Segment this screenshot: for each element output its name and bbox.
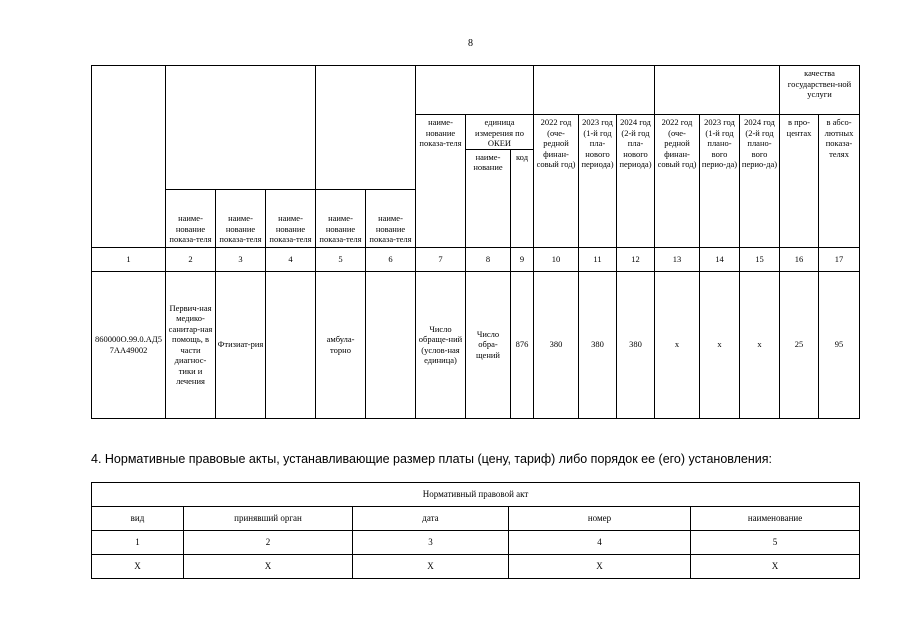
page-number: 8: [468, 38, 473, 49]
row-col4: [266, 271, 316, 418]
header-unit-code: код: [511, 149, 534, 247]
header-2024-b: 2024 год (2-й год плано-вого перио-да): [740, 115, 780, 248]
header-2022: 2022 год (оче-редной финан-совый год): [534, 115, 579, 248]
legal-act-value-type: Х: [92, 555, 184, 579]
header-empty-group-b: [316, 66, 416, 190]
legal-act-col-number: 1: [92, 531, 184, 555]
row-profile: Фтизиат-рия: [216, 271, 266, 418]
row-value-2022: 380: [534, 271, 579, 418]
header-indicator-name: наиме-нование показа-теля: [416, 115, 466, 248]
legal-act-header-number: номер: [509, 507, 691, 531]
row-deviation-percent: 25: [780, 271, 819, 418]
legal-act-header-name: наименование: [691, 507, 860, 531]
header-col2: наиме-нование показа-теля: [166, 189, 216, 247]
header-2023: 2023 год (1-й год пла-нового периода): [579, 115, 617, 248]
row-condition: амбула-торно: [316, 271, 366, 418]
row-registry-code: 860000О.99.0.АД57АА49002: [92, 271, 166, 418]
legal-act-col-number: 2: [184, 531, 353, 555]
header-col5: наиме-нование показа-теля: [316, 189, 366, 247]
legal-act-col-number: 4: [509, 531, 691, 555]
row-unit-name: Число обра-щений: [466, 271, 511, 418]
legal-act-value-authority: Х: [184, 555, 353, 579]
row-value-2024: 380: [617, 271, 655, 418]
header-col4: наиме-нование показа-теля: [266, 189, 316, 247]
col-number: 17: [819, 247, 860, 271]
col-number: 8: [466, 247, 511, 271]
col-number: 13: [655, 247, 700, 271]
row-deviation-absolute: 95: [819, 271, 860, 418]
row-col6: [366, 271, 416, 418]
row-fee-2024: х: [740, 271, 780, 418]
legal-act-value-number: Х: [509, 555, 691, 579]
legal-act-value-date: Х: [353, 555, 509, 579]
row-fee-2022: х: [655, 271, 700, 418]
legal-act-header-authority: принявший орган: [184, 507, 353, 531]
col-number: 10: [534, 247, 579, 271]
header-2024: 2024 год (2-й год пла-нового периода): [617, 115, 655, 248]
legal-act-header-date: дата: [353, 507, 509, 531]
header-2022-b: 2022 год (оче-редной финан-совый год): [655, 115, 700, 248]
header-unit-name: наиме-нование: [466, 149, 511, 247]
col-number: 1: [92, 247, 166, 271]
legal-acts-table: [91, 482, 860, 579]
header-quality: качества государствен-ной услуги: [780, 66, 860, 115]
legal-act-col-number: 5: [691, 531, 860, 555]
legal-act-header-type: вид: [92, 507, 184, 531]
header-in-percent: в про-центах: [780, 115, 819, 248]
col-number: 11: [579, 247, 617, 271]
header-unit-okei: единица измерения по ОКЕИ: [466, 115, 534, 150]
header-empty-col1: [92, 66, 166, 248]
row-value-2023: 380: [579, 271, 617, 418]
header-col3: наиме-нование показа-теля: [216, 189, 266, 247]
col-number: 4: [266, 247, 316, 271]
header-2023-b: 2023 год (1-й год плано-вого перио-да): [700, 115, 740, 248]
col-number: 6: [366, 247, 416, 271]
header-empty-group-c: [416, 66, 534, 115]
legal-act-value-name: Х: [691, 555, 860, 579]
header-empty-group-e: [655, 66, 780, 115]
row-indicator-name: Число обраще-ний (услов-ная единица): [416, 271, 466, 418]
row-service-content: Первич-ная медико-санитар-ная помощь, в части диагнос-тики и лечения: [166, 271, 216, 418]
col-number: 14: [700, 247, 740, 271]
header-col6: наиме-нование показа-теля: [366, 189, 416, 247]
col-number: 5: [316, 247, 366, 271]
legal-act-title: Нормативный правовой акт: [92, 483, 860, 507]
col-number: 16: [780, 247, 819, 271]
header-empty-group-a: [166, 66, 316, 190]
legal-act-col-number: 3: [353, 531, 509, 555]
col-number: 12: [617, 247, 655, 271]
service-volume-table: [91, 65, 860, 419]
row-fee-2023: х: [700, 271, 740, 418]
col-number: 2: [166, 247, 216, 271]
col-number: 15: [740, 247, 780, 271]
row-unit-code: 876: [511, 271, 534, 418]
col-number: 3: [216, 247, 266, 271]
col-number: 9: [511, 247, 534, 271]
header-in-absolute: в абсо-лютных показа-телях: [819, 115, 860, 248]
col-number: 7: [416, 247, 466, 271]
header-empty-group-d: [534, 66, 655, 115]
section-4-heading: 4. Нормативные правовые акты, устанавливающие размер платы (цену, тариф) либо порядок ее (его) установления:: [91, 452, 772, 466]
